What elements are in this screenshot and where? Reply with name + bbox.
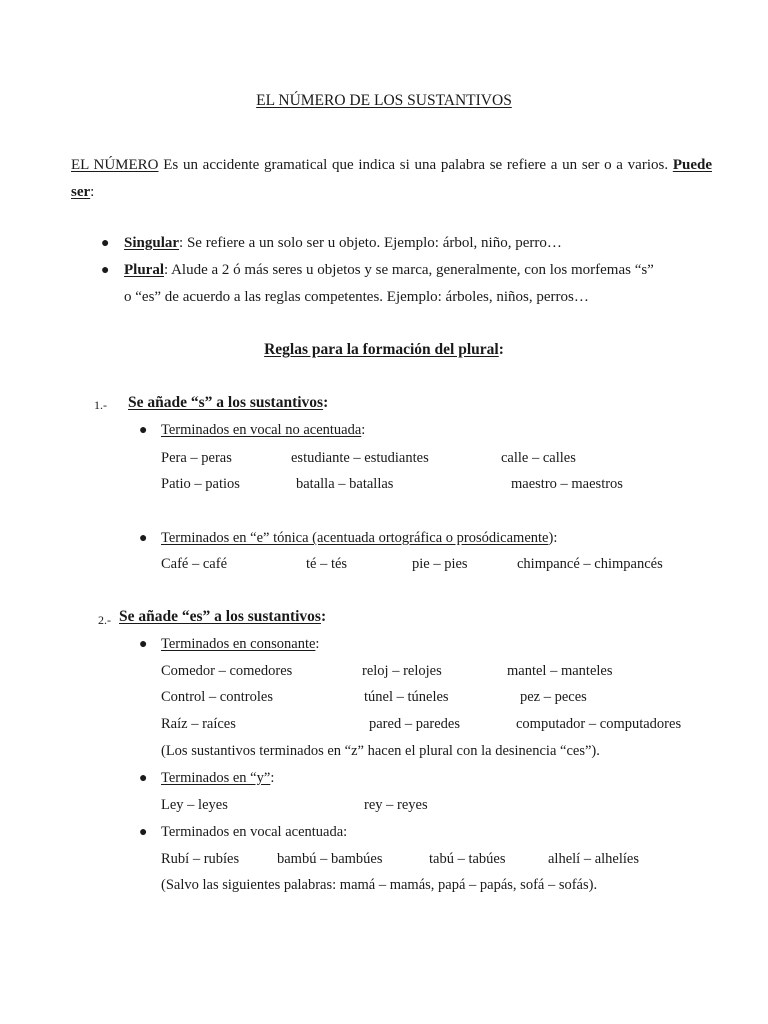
rule2-sub1-note: (Los sustantivos terminados en “z” hacen el plural con la desinencia “ces”).: [161, 743, 600, 759]
type-singular-label: Singular: [124, 235, 180, 251]
rule2-heading-colon: :: [320, 608, 327, 625]
rule1-sub1-label-text: Terminados en vocal no acentuada: [161, 422, 362, 438]
type-singular: [124, 235, 562, 252]
type-plural-label: Plural: [124, 262, 164, 278]
bullet-icon: ●: [139, 771, 148, 786]
intro-colon: :: [90, 184, 95, 200]
example-item: Rubí – rubíes: [161, 851, 240, 867]
example-item: batalla – batallas: [296, 476, 394, 492]
rule1-number: 1.-: [94, 398, 107, 412]
bullet-icon: ●: [101, 236, 110, 251]
rules-heading-text: Reglas para la formación del plural: [264, 341, 499, 358]
example-item: Control – controles: [161, 689, 273, 705]
rule1-sub2-label-text: Terminados en “e” tónica (acentuada ortográfica o prosódicamente: [161, 530, 549, 546]
example-item: pez – peces: [520, 689, 587, 705]
example-item: computador – computadores: [516, 716, 682, 732]
rule2-sub1-colon: :: [315, 636, 320, 652]
rule2-sub2-label-text: Terminados en “y”: [161, 770, 271, 786]
example-item: rey – reyes: [364, 797, 428, 813]
example-item: túnel – túneles: [364, 689, 449, 705]
bullet-icon: ●: [139, 637, 148, 652]
example-item: mantel – manteles: [507, 663, 613, 679]
intro-puede-ser: Puede ser: [71, 157, 712, 200]
rule2-sub3-note: (Salvo las siguientes palabras: mamá – mamás, papá – papás, sofá – sofás).: [161, 877, 598, 893]
type-plural: [124, 262, 654, 279]
example-item: maestro – maestros: [511, 476, 623, 492]
bullet-icon: ●: [139, 423, 148, 438]
example-item: bambú – bambúes: [277, 851, 383, 867]
type-plural-continuation: o “es” de acuerdo a las reglas competentes. Ejemplo: árboles, niños, perros…: [124, 289, 589, 305]
bullet-icon: ●: [139, 531, 148, 546]
rule2-sub1-label-text: Terminados en consonante: [161, 636, 316, 652]
type-plural-text: : Alude a 2 ó más seres u objetos y se marca, generalmente, con los morfemas “s”: [164, 262, 654, 278]
example-item: tabú – tabúes: [429, 851, 506, 867]
rule1-heading-colon: :: [323, 394, 329, 411]
type-singular-text: : Se refiere a un solo ser u objeto. Ejemplo: árbol, niño, perro…: [179, 235, 562, 251]
example-item: Raíz – raíces: [161, 716, 236, 732]
rule1-sub2-label: [161, 530, 557, 547]
intro-paragraph: [71, 152, 712, 206]
rules-heading: [0, 341, 768, 359]
rule1-sub2-colon: ):: [548, 530, 558, 546]
page-title: EL NÚMERO DE LOS SUSTANTIVOS: [256, 92, 512, 109]
example-item: pie – pies: [412, 556, 468, 572]
rule2-heading-text: Se añade “es” a los sustantivos: [119, 608, 321, 625]
rule2-number: 2.-: [98, 613, 111, 627]
example-item: alhelí – alhelíes: [548, 851, 639, 867]
rule1-sub1-colon: :: [361, 422, 366, 438]
example-item: chimpancé – chimpancés: [517, 556, 663, 572]
example-item: estudiante – estudiantes: [291, 450, 429, 466]
example-item: Patio – patios: [161, 476, 240, 492]
example-item: Ley – leyes: [161, 797, 228, 813]
example-item: Café – café: [161, 556, 228, 572]
rule2-sub2-label: [161, 770, 274, 787]
intro-label: EL NÚMERO: [71, 157, 159, 173]
example-item: Comedor – comedores: [161, 663, 293, 679]
bullet-icon: ●: [101, 263, 110, 278]
example-item: Pera – peras: [161, 450, 232, 466]
example-item: té – tés: [306, 556, 348, 572]
example-item: reloj – relojes: [362, 663, 442, 679]
rule1-sub1-label: [161, 422, 365, 439]
example-item: pared – paredes: [369, 716, 460, 732]
intro-text: Es un accidente gramatical que indica si una palabra se refiere a un ser o a varios.: [158, 157, 673, 173]
rules-heading-colon: :: [498, 341, 504, 358]
rule1-heading-text: Se añade “s” a los sustantivos: [128, 394, 324, 411]
example-item: calle – calles: [501, 450, 576, 466]
bullet-icon: ●: [139, 825, 148, 840]
rule2-heading: [119, 608, 326, 626]
rule2-sub3-label: Terminados en vocal acentuada:: [161, 824, 348, 840]
rule2-sub1-label: [161, 636, 319, 653]
rule2-sub2-colon: :: [270, 770, 275, 786]
rule1-heading: [128, 394, 328, 412]
